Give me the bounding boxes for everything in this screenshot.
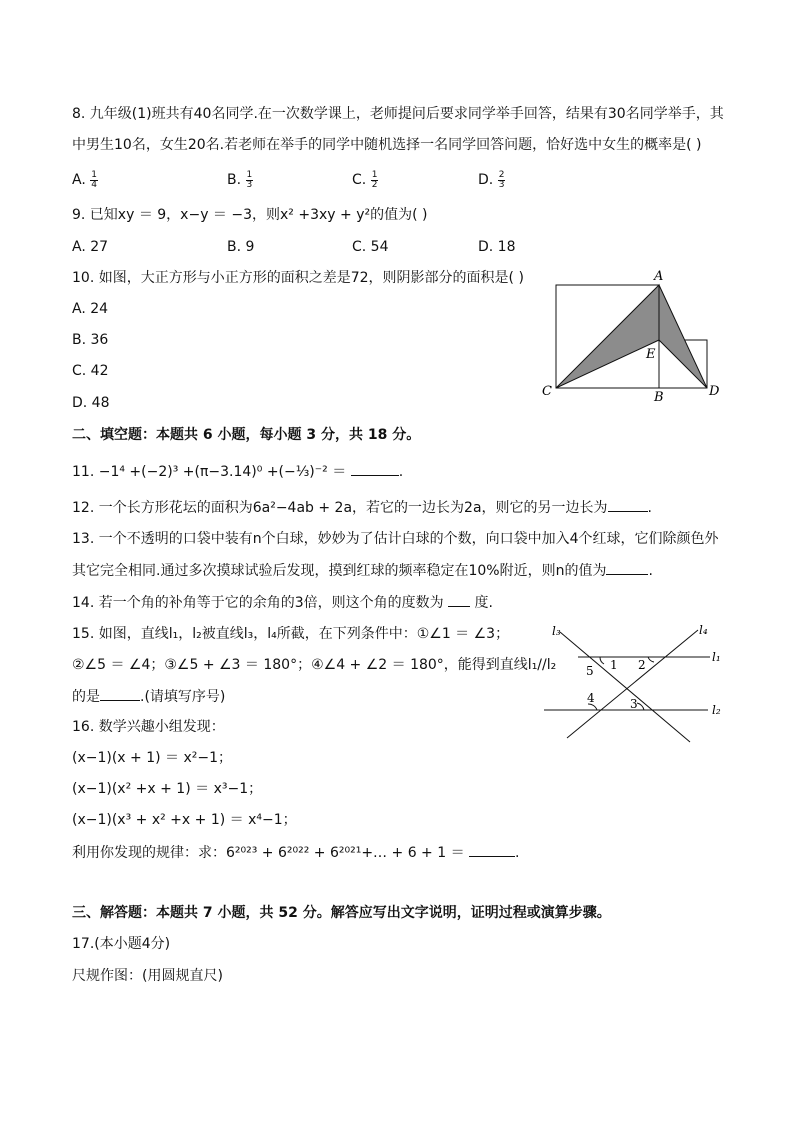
answer-blank[interactable] bbox=[100, 686, 140, 701]
q8-option-d bbox=[478, 170, 505, 190]
label-b: B bbox=[654, 390, 664, 405]
q9-option-a: A. 27 bbox=[72, 239, 109, 255]
line-l3 bbox=[560, 632, 690, 742]
q16-line1: 16. 数学兴趣小组发现： bbox=[72, 719, 225, 735]
option-letter: D. bbox=[478, 172, 494, 188]
q12-line bbox=[72, 497, 652, 518]
angle-mark bbox=[600, 657, 604, 664]
shaded-triangle-right bbox=[659, 285, 707, 388]
option-fraction bbox=[90, 171, 98, 190]
angle-label-4: 4 bbox=[587, 691, 595, 705]
angle-label-2: 2 bbox=[638, 658, 646, 672]
label-a: A bbox=[654, 269, 664, 284]
q8-line2: 中男生10名，女生20名.若老师在举手的同学中随机选择一名同学回答问题，恰好选中女生的概率是( ) bbox=[72, 137, 702, 153]
q14-end: 度. bbox=[474, 595, 493, 611]
q16-line5 bbox=[72, 842, 520, 863]
option-letter: A. bbox=[72, 172, 86, 188]
numerator: 2 bbox=[498, 169, 505, 180]
q15-line1: 15. 如图，直线l₁，l₂被直线l₃，l₄所截，在下列条件中：①∠1 ＝ ∠3； bbox=[72, 626, 510, 642]
q14-stem: 14. 若一个角的补角等于它的余角的3倍，则这个角的度数为 bbox=[72, 595, 444, 611]
q15-end: .(请填写序号) bbox=[140, 689, 226, 705]
q15-stem: 的是 bbox=[72, 689, 100, 705]
q11-line bbox=[72, 461, 403, 482]
option-fraction bbox=[371, 171, 379, 190]
line-l4 bbox=[567, 630, 698, 738]
q13-end: . bbox=[648, 563, 653, 579]
answer-blank[interactable] bbox=[448, 592, 470, 607]
q8-option-a bbox=[72, 170, 98, 190]
q10-stem: 10. 如图，大正方形与小正方形的面积之差是72，则阴影部分的面积是( ) bbox=[72, 270, 524, 286]
option-fraction bbox=[246, 171, 254, 190]
answer-blank[interactable] bbox=[469, 842, 515, 857]
denominator: 3 bbox=[498, 179, 505, 190]
numerator: 1 bbox=[246, 169, 253, 180]
q16-stem: 利用你发现的规律：求：6²⁰²³ + 6²⁰²² + 6²⁰²¹+… + 6 + 1 ＝ bbox=[72, 845, 465, 861]
option-fraction bbox=[498, 171, 506, 190]
angle-label-5: 5 bbox=[586, 664, 594, 678]
q15-line2: ②∠5 ＝ ∠4；③∠5 + ∠3 ＝ 180°；④∠4 + ∠2 ＝ 180°，能得到直线l₁//l₂ bbox=[72, 657, 557, 673]
shaded-triangle-left bbox=[556, 285, 659, 388]
q13-line2 bbox=[72, 560, 653, 581]
label-l4: l₄ bbox=[699, 623, 708, 637]
answer-blank[interactable] bbox=[351, 461, 399, 476]
angle-mark bbox=[637, 703, 644, 710]
q15-line3 bbox=[72, 686, 225, 707]
q17-line1: 尺规作图：(用圆规直尺) bbox=[72, 968, 223, 984]
q12-stem: 12. 一个长方形花坛的面积为6a²−4ab + 2a，若它的一边长为2a，则它的另一边长为 bbox=[72, 500, 608, 516]
denominator: 4 bbox=[91, 179, 97, 190]
q8-option-b bbox=[227, 170, 253, 190]
option-letter: C. bbox=[352, 172, 367, 188]
label-l3: l₃ bbox=[552, 624, 561, 638]
q15-lines-figure bbox=[540, 620, 730, 745]
q9-option-b: B. 9 bbox=[227, 239, 255, 255]
q9-stem: 9. 已知xy ＝ 9，x−y ＝ −3，则x² +3xy + y²的值为( ) bbox=[72, 207, 428, 223]
q12-end: . bbox=[647, 500, 652, 516]
q10-squares-figure bbox=[536, 265, 726, 405]
answer-blank[interactable] bbox=[606, 560, 648, 575]
q16-eq1: (x−1)(x + 1) ＝ x²−1； bbox=[72, 750, 233, 766]
section2-heading: 二、填空题：本题共 6 小题，每小题 3 分，共 18 分。 bbox=[72, 427, 421, 443]
angle-mark bbox=[648, 657, 654, 662]
q10-option-b: B. 36 bbox=[72, 332, 109, 348]
q16-eq2: (x−1)(x² +x + 1) ＝ x³−1； bbox=[72, 781, 263, 797]
q9-option-d: D. 18 bbox=[478, 239, 516, 255]
numerator: 1 bbox=[91, 169, 97, 180]
option-letter: B. bbox=[227, 172, 242, 188]
q11-stem: 11. −1⁴ +(−2)³ +(π−3.14)⁰ +(−⅓)⁻² ＝ bbox=[72, 464, 347, 480]
denominator: 3 bbox=[246, 179, 253, 190]
label-d: D bbox=[709, 384, 720, 399]
q13-line1: 13. 一个不透明的口袋中装有n个白球，妙妙为了估计白球的个数，向口袋中加入4个红球，它们除颜色外 bbox=[72, 531, 719, 547]
q10-option-d: D. 48 bbox=[72, 395, 110, 411]
q11-end: . bbox=[398, 464, 404, 480]
q9-option-c: C. 54 bbox=[352, 239, 389, 255]
label-c: C bbox=[542, 384, 552, 399]
q8-line1: 8. 九年级(1)班共有40名同学.在一次数学课上，老师提问后要求同学举手回答，结果有30名同学举手，其 bbox=[72, 106, 724, 122]
label-e: E bbox=[646, 347, 656, 362]
section3-heading: 三、解答题：本题共 7 小题，共 52 分。解答应写出文字说明，证明过程或演算步骤。 bbox=[72, 905, 611, 921]
q17-title: 17.(本小题4分) bbox=[72, 936, 171, 952]
angle-label-1: 1 bbox=[610, 658, 618, 672]
label-l2: l₂ bbox=[712, 703, 721, 717]
q16-end: . bbox=[515, 845, 520, 861]
q8-option-c bbox=[352, 170, 378, 190]
q16-eq3: (x−1)(x³ + x² +x + 1) ＝ x⁴−1； bbox=[72, 812, 297, 828]
q10-option-c: C. 42 bbox=[72, 363, 109, 379]
q14-line bbox=[72, 592, 493, 613]
numerator: 1 bbox=[371, 169, 378, 180]
q10-option-a: A. 24 bbox=[72, 301, 109, 317]
answer-blank[interactable] bbox=[608, 497, 648, 512]
angle-label-3: 3 bbox=[630, 697, 638, 711]
denominator: 2 bbox=[371, 179, 378, 190]
q13-stem: 其它完全相同.通过多次摸球试验后发现，摸到红球的频率稳定在10%附近，则n的值为 bbox=[72, 563, 607, 579]
label-l1: l₁ bbox=[712, 650, 721, 664]
